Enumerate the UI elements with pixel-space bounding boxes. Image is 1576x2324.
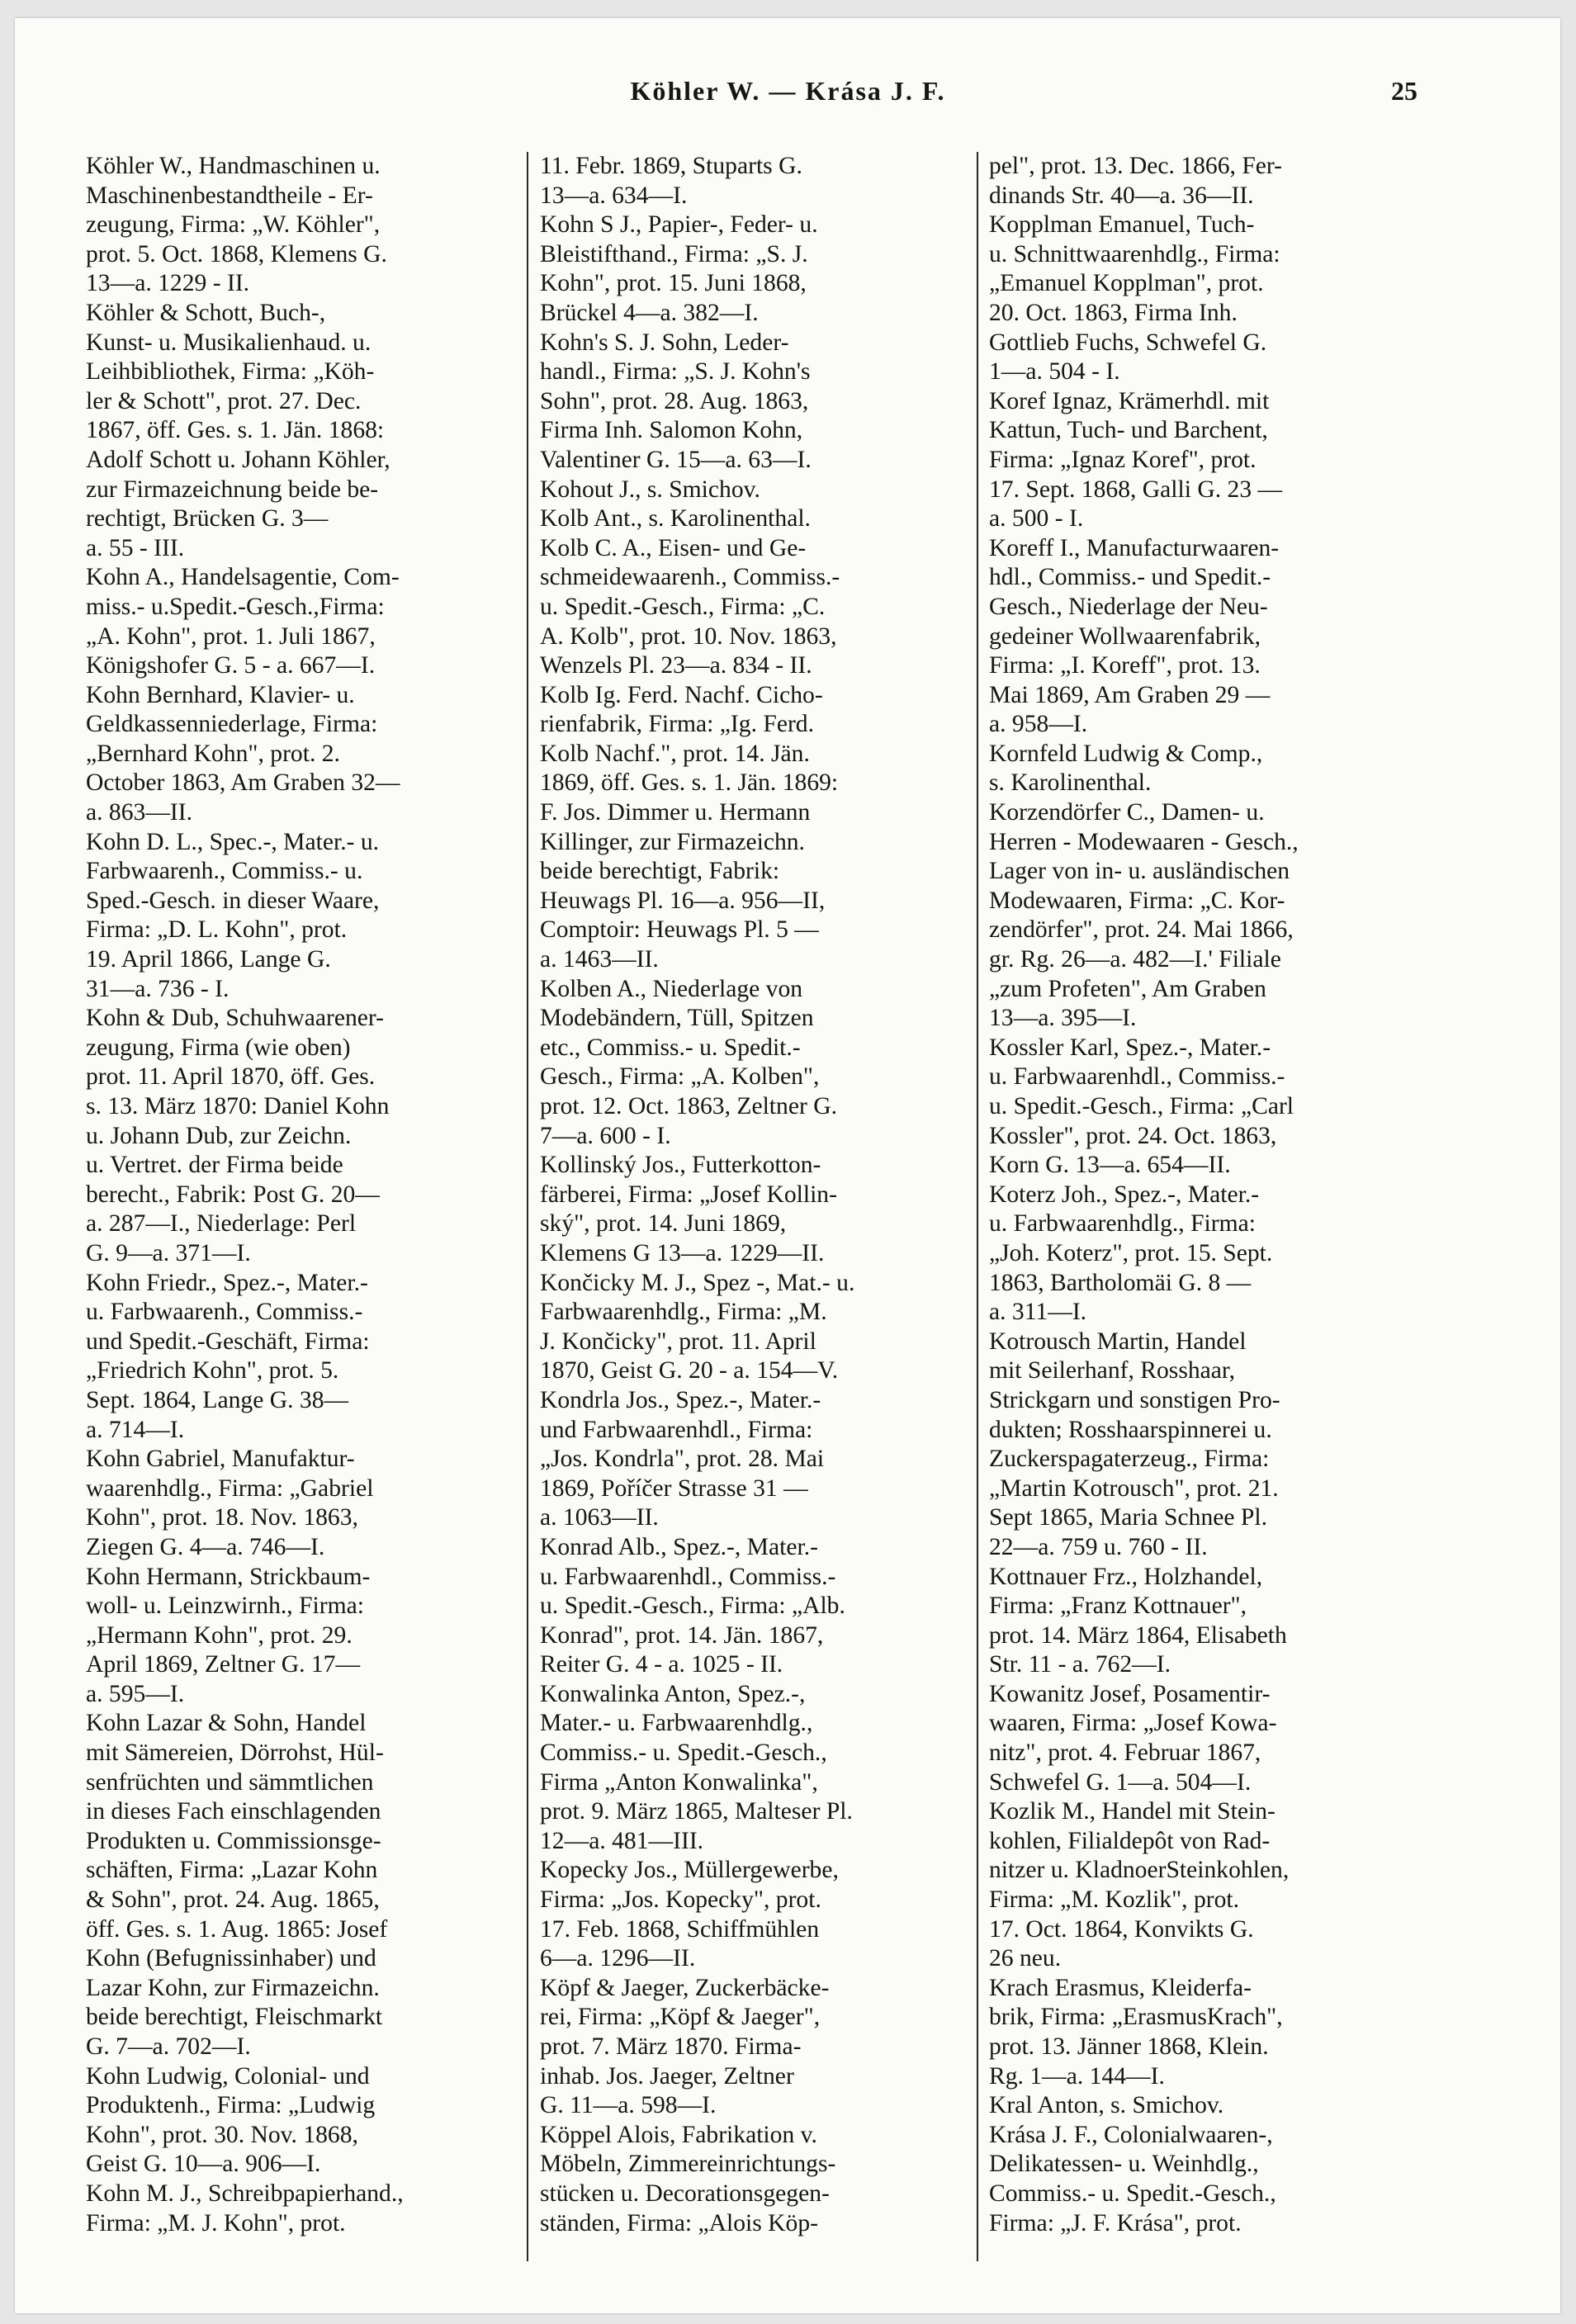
entry-line: prot. 5. Oct. 1868, Klemens G. <box>86 240 387 267</box>
entry-line: Lager von in- u. ausländischen <box>989 858 1290 885</box>
entry-line: beide berechtigt, Fabrik: <box>540 858 780 885</box>
entry-line: beide berechtigt, Fleischmarkt <box>86 2004 383 2031</box>
entry-line: G. 11—a. 598—I. <box>540 2092 717 2119</box>
entry-line: u. Spedit.-Gesch., Firma: „Alb. <box>540 1593 845 1620</box>
entry-line: Commiss.- u. Spedit.-Gesch., <box>540 1739 827 1767</box>
entry-line: Krása J. F., Colonialwaaren-, <box>989 2121 1273 2148</box>
entry-line: Kolb C. A., Eisen- und Ge- <box>540 534 807 561</box>
entry-line: Modewaaren, Firma: „C. Kor- <box>989 887 1285 914</box>
entry-line: Möbeln, Zimmereinrichtungs- <box>540 2151 836 2178</box>
entry-line: a. 595—I. <box>86 1680 185 1707</box>
entry-line: Herren - Modewaaren - Gesch., <box>989 828 1299 855</box>
entry-line: Wenzels Pl. 23—a. 834 - II. <box>540 652 812 679</box>
entry-line: gr. Rg. 26—a. 482—I.' Filiale <box>989 946 1281 973</box>
entry-line: Adolf Schott u. Johann Köhler, <box>86 446 390 473</box>
entry-line: dinands Str. 40—a. 36—II. <box>989 182 1254 209</box>
entry-line: Produktenh., Firma: „Ludwig <box>86 2092 376 2119</box>
entry-line: prot. 13. Jänner 1868, Klein. <box>989 2033 1269 2060</box>
entry-line: Mater.- u. Farbwaarenhdlg., <box>540 1710 813 1737</box>
entry-line: Sped.-Gesch. in dieser Waare, <box>86 887 380 914</box>
entry-line: Kohn A., Handelsagentie, Com- <box>86 564 400 591</box>
entry-line: prot. 12. Oct. 1863, Zeltner G. <box>540 1093 837 1119</box>
entry-line: inhab. Jos. Jaeger, Zeltner <box>540 2062 794 2090</box>
entry-line: prot. 7. März 1870. Firma- <box>540 2033 802 2060</box>
entry-line: Korn G. 13—a. 654—II. <box>989 1152 1231 1179</box>
entry-line: Gesch., Firma: „A. Kolben", <box>540 1063 820 1091</box>
entry-line: Firma: „M. J. Kohn", prot. <box>86 2209 346 2236</box>
entry-line: u. Spedit.-Gesch., Firma: „C. <box>540 593 826 620</box>
entry-line: Firma: „Franz Kottnauer", <box>989 1593 1247 1620</box>
column-1 <box>86 152 512 2238</box>
entry-line: Kohn's S. J. Sohn, Leder- <box>540 329 789 356</box>
entry-line: rechtigt, Brücken G. 3— <box>86 505 329 532</box>
entry-line: October 1863, Am Graben 32— <box>86 769 400 797</box>
entry-line: zeugung, Firma (wie oben) <box>86 1034 351 1061</box>
entry-line: „A. Kohn", prot. 1. Juli 1867, <box>86 622 376 650</box>
entry-line: Delikatessen- u. Weinhdlg., <box>989 2151 1259 2178</box>
entry-line: Kral Anton, s. Smichov. <box>989 2092 1224 2119</box>
entry-line: Kolb Nachf.", prot. 14. Jän. <box>540 740 810 767</box>
entry-line: waaren, Firma: „Josef Kowa- <box>989 1710 1277 1737</box>
entry-line: 31—a. 736 - I. <box>86 975 230 1002</box>
entry-line: öff. Ges. s. 1. Aug. 1865: Josef <box>86 1915 388 1943</box>
entry-line: Gesch., Niederlage der Neu- <box>989 593 1268 620</box>
entry-line: „zum Profeten", Am Graben <box>989 975 1266 1002</box>
entry-line: woll- u. Leinzwirnh., Firma: <box>86 1593 364 1620</box>
entry-line: G. 7—a. 702—I. <box>86 2033 251 2060</box>
entry-line: 1870, Geist G. 20 - a. 154—V. <box>540 1357 839 1384</box>
entry-line: „Jos. Kondrla", prot. 28. Mai <box>540 1446 825 1473</box>
column-rule-2 <box>977 152 978 2261</box>
entry-line: 13—a. 634—I. <box>540 182 688 209</box>
entry-line: Kottnauer Frz., Holzhandel, <box>989 1563 1263 1590</box>
entry-line: Köpf & Jaeger, Zuckerbäcke- <box>540 1974 830 2001</box>
entry-line: Koreff I., Manufacturwaaren- <box>989 534 1280 561</box>
entry-line: u. Farbwaarenhdlg., Firma: <box>989 1210 1256 1238</box>
entry-line: Kohn Lazar & Sohn, Handel <box>86 1710 367 1737</box>
entry-line: Produkten u. Commissionsge- <box>86 1827 381 1854</box>
entry-line: 26 neu. <box>989 1945 1062 1972</box>
entry-line: 20. Oct. 1863, Firma Inh. <box>989 299 1238 326</box>
entry-line: Killinger, zur Firmazeichn. <box>540 828 805 855</box>
entry-line: Bleistifthand., Firma: „S. J. <box>540 240 808 267</box>
entry-line: a. 714—I. <box>86 1416 185 1443</box>
entry-line: 13—a. 395—I. <box>989 1005 1137 1032</box>
entry-line: u. Vertret. der Firma beide <box>86 1152 343 1179</box>
entry-line: Geist G. 10—a. 906—I. <box>86 2151 321 2178</box>
page-number: 25 <box>1391 76 1417 106</box>
entry-line: handl., Firma: „S. J. Kohn's <box>540 358 811 386</box>
entry-line: Brückel 4—a. 382—I. <box>540 299 759 326</box>
entry-line: Kondrla Jos., Spez.-, Mater.- <box>540 1386 821 1413</box>
entry-line: Kohn & Dub, Schuhwaarener- <box>86 1005 385 1032</box>
entry-line: rei, Firma: „Köpf & Jaeger", <box>540 2004 821 2031</box>
entry-line: Köppel Alois, Fabrikation v. <box>540 2121 817 2148</box>
entry-line: Ziegen G. 4—a. 746—I. <box>86 1533 325 1560</box>
running-head: Köhler W. — Krása J. F. <box>630 76 946 106</box>
entry-line: Kohn Gabriel, Manufaktur- <box>86 1446 355 1473</box>
entry-line: waarenhdlg., Firma: „Gabriel <box>86 1474 374 1502</box>
entry-line: u. Farbwaarenh., Commiss.- <box>86 1299 363 1326</box>
entry-line: Leihbibliothek, Firma: „Köh- <box>86 358 375 386</box>
entry-line: miss.- u.Spedit.-Gesch.,Firma: <box>86 593 385 620</box>
entry-line: Kattun, Tuch- und Barchent, <box>989 417 1268 444</box>
entry-line: zur Firmazeichnung beide be- <box>86 476 379 503</box>
entry-line: 7—a. 600 - I. <box>540 1122 671 1149</box>
entry-line: Königshofer G. 5 - a. 667—I. <box>86 652 376 679</box>
entry-line: rienfabrik, Firma: „Ig. Ferd. <box>540 711 815 738</box>
entry-line: 22—a. 759 u. 760 - II. <box>989 1533 1208 1560</box>
entry-line: Kohout J., s. Smichov. <box>540 476 760 503</box>
entry-line: Kollinský Jos., Futterkotton- <box>540 1152 821 1179</box>
entry-line: Kossler Karl, Spez.-, Mater.- <box>989 1034 1271 1061</box>
entry-line: Rg. 1—a. 144—I. <box>989 2062 1165 2090</box>
entry-line: Gottlieb Fuchs, Schwefel G. <box>989 329 1267 356</box>
entry-line: zeugung, Firma: „W. Köhler", <box>86 211 381 239</box>
entry-line: „Joh. Koterz", prot. 15. Sept. <box>989 1239 1273 1266</box>
entry-line: Kohn S J., Papier-, Feder- u. <box>540 211 818 239</box>
entry-line: Kohn", prot. 30. Nov. 1868, <box>86 2121 358 2148</box>
entry-line: u. Spedit.-Gesch., Firma: „Carl <box>989 1093 1294 1119</box>
entry-line: Korzendörfer C., Damen- u. <box>989 799 1265 826</box>
entry-line: färberei, Firma: „Josef Kollin- <box>540 1181 837 1208</box>
entry-line: Kornfeld Ludwig & Comp., <box>989 740 1263 767</box>
entry-line: Maschinenbestandtheile - Er- <box>86 182 373 209</box>
entry-line: 17. Feb. 1868, Schiffmühlen <box>540 1915 820 1943</box>
entry-line: Firma: „Ignaz Koref", prot. <box>989 446 1257 473</box>
entry-line: a. 287—I., Niederlage: Perl <box>86 1210 357 1238</box>
entry-line: pel", prot. 13. Dec. 1866, Fer- <box>989 153 1283 179</box>
entry-line: Kopecky Jos., Müllergewerbe, <box>540 1857 839 1884</box>
entry-line: Koterz Joh., Spez.-, Mater.- <box>989 1181 1260 1208</box>
entry-line: 1—a. 504 - I. <box>989 358 1120 386</box>
entry-line: Firma „Anton Konwalinka", <box>540 1768 818 1796</box>
entry-line: ständen, Firma: „Alois Köp- <box>540 2209 818 2236</box>
entry-line: Kolb Ant., s. Karolinenthal. <box>540 505 811 532</box>
entry-line: Comptoir: Heuwags Pl. 5 — <box>540 916 819 944</box>
entry-line: stücken u. Decorationsgegen- <box>540 2180 830 2207</box>
entry-line: Kohn D. L., Spec.-, Mater.- u. <box>86 828 380 855</box>
entry-line: Farbwaarenhdlg., Firma: „M. <box>540 1299 827 1326</box>
entry-line: A. Kolb", prot. 10. Nov. 1863, <box>540 622 837 650</box>
entry-line: u. Farbwaarenhdl., Commiss.- <box>989 1063 1285 1091</box>
entry-line: Firma: „Jos. Kopecky", prot. <box>540 1886 821 1914</box>
entry-line: 1869, öff. Ges. s. 1. Jän. 1869: <box>540 769 839 797</box>
entry-line: Firma Inh. Salomon Kohn, <box>540 417 803 444</box>
entry-line: 6—a. 1296—II. <box>540 1945 696 1972</box>
entry-line: Köhler & Schott, Buch-, <box>86 299 326 326</box>
entry-line: zendörfer", prot. 24. Mai 1866, <box>989 916 1294 944</box>
entry-line: Sept 1865, Maria Schnee Pl. <box>989 1504 1267 1531</box>
entry-line: a. 1463—II. <box>540 946 659 973</box>
entry-line: schmeidewaarenh., Commiss.- <box>540 564 840 591</box>
entry-line: Kohn Ludwig, Colonial- und <box>86 2062 370 2090</box>
entry-line: Farbwaarenh., Commiss.- u. <box>86 858 363 885</box>
entry-line: Valentiner G. 15—a. 63—I. <box>540 446 812 473</box>
entry-line: 13—a. 1229 - II. <box>86 270 250 297</box>
entry-line: a. 1063—II. <box>540 1504 659 1531</box>
entry-line: Sohn", prot. 28. Aug. 1863, <box>540 387 809 414</box>
entry-line: Krach Erasmus, Kleiderfa- <box>989 1974 1252 2001</box>
entry-line: & Sohn", prot. 24. Aug. 1865, <box>86 1886 380 1914</box>
entry-line: Kossler", prot. 24. Oct. 1863, <box>989 1122 1277 1149</box>
entry-line: senfrüchten und sämmtlichen <box>86 1768 374 1796</box>
entry-line: etc., Commiss.- u. Spedit.- <box>540 1034 801 1061</box>
entry-line: prot. 11. April 1870, öff. Ges. <box>86 1063 376 1091</box>
entry-line: Kohn", prot. 15. Juni 1868, <box>540 270 807 297</box>
entry-line: Kohn Bernhard, Klavier- u. <box>86 681 355 708</box>
entry-line: Lazar Kohn, zur Firmazeichn. <box>86 1974 380 2001</box>
column-rule-1 <box>527 152 528 2261</box>
entry-line: Konrad Alb., Spez.-, Mater.- <box>540 1533 818 1560</box>
entry-line: Kotrousch Martin, Handel <box>989 1328 1247 1355</box>
entry-line: F. Jos. Dimmer u. Hermann <box>540 799 811 826</box>
entry-line: April 1869, Zeltner G. 17— <box>86 1651 361 1678</box>
entry-line: kohlen, Filialdepôt von Rad- <box>989 1827 1271 1854</box>
entry-line: „Friedrich Kohn", prot. 5. <box>86 1357 339 1384</box>
entry-line: Firma: „M. Kozlik", prot. <box>989 1886 1240 1914</box>
entry-line: gedeiner Wollwaarenfabrik, <box>989 622 1261 650</box>
entry-line: hdl., Commiss.- und Spedit.- <box>989 564 1271 591</box>
entry-line: Sept. 1864, Lange G. 38— <box>86 1386 349 1413</box>
entry-line: mit Sämereien, Dörrohst, Hül- <box>86 1739 384 1767</box>
entry-line: 1863, Bartholomäi G. 8 — <box>989 1269 1252 1296</box>
entry-line: u. Farbwaarenhdl., Commiss.- <box>540 1563 836 1590</box>
entry-line: Geldkassenniederlage, Firma: <box>86 711 378 738</box>
entry-line: 17. Sept. 1868, Galli G. 23 — <box>989 476 1283 503</box>
entry-line: 19. April 1866, Lange G. <box>86 946 331 973</box>
entry-line: Kopplman Emanuel, Tuch- <box>989 211 1255 239</box>
entry-line: Kolb Ig. Ferd. Nachf. Cicho- <box>540 681 823 708</box>
entry-line: Schwefel G. 1—a. 504—I. <box>989 1768 1252 1796</box>
entry-line: Köhler W., Handmaschinen u. <box>86 153 381 179</box>
entry-line: Kohn Friedr., Spez.-, Mater.- <box>86 1269 368 1296</box>
entry-line: „Emanuel Kopplman", prot. <box>989 270 1264 297</box>
entry-line: Končicky M. J., Spez -, Mat.- u. <box>540 1269 855 1296</box>
entry-line: ler & Schott", prot. 27. Dec. <box>86 387 362 414</box>
entry-line: Kunst- u. Musikalienhaud. u. <box>86 329 372 356</box>
entry-line: Kohn Hermann, Strickbaum- <box>86 1563 371 1590</box>
entry-line: a. 55 - III. <box>86 534 185 561</box>
entry-line: u. Schnittwaarenhdlg., Firma: <box>989 240 1280 267</box>
entry-line: brik, Firma: „ErasmusKrach", <box>989 2004 1283 2031</box>
entry-line: Kohn M. J., Schreibpapierhand., <box>86 2180 404 2207</box>
entry-line: Klemens G 13—a. 1229—II. <box>540 1239 825 1266</box>
entry-line: a. 311—I. <box>989 1299 1087 1326</box>
entry-line: Modebändern, Tüll, Spitzen <box>540 1005 814 1032</box>
entry-line: „Bernhard Kohn", prot. 2. <box>86 740 340 767</box>
entry-line: nitzer u. KladnoerSteinkohlen, <box>989 1857 1290 1884</box>
entry-line: Heuwags Pl. 16—a. 956—II, <box>540 887 826 914</box>
column-2 <box>540 152 966 2238</box>
entry-line: und Farbwaarenhdl., Firma: <box>540 1416 813 1443</box>
entry-line: „Hermann Kohn", prot. 29. <box>86 1621 353 1649</box>
entry-line: ský", prot. 14. Juni 1869, <box>540 1210 787 1238</box>
entry-line: dukten; Rosshaarspinnerei u. <box>989 1416 1272 1443</box>
entry-line: prot. 14. März 1864, Elisabeth <box>989 1621 1287 1649</box>
entry-line: nitz", prot. 4. Februar 1867, <box>989 1739 1261 1767</box>
entry-line: Firma: „D. L. Kohn", prot. <box>86 916 348 944</box>
entry-line: Firma: „J. F. Krása", prot. <box>989 2209 1242 2236</box>
entry-line: u. Johann Dub, zur Zeichn. <box>86 1122 352 1149</box>
entry-line: in dieses Fach einschlagenden <box>86 1798 381 1825</box>
entry-line: a. 863—II. <box>86 799 193 826</box>
column-3 <box>989 152 1415 2238</box>
entry-line: a. 958—I. <box>989 711 1088 738</box>
entry-line: Koref Ignaz, Krämerhdl. mit <box>989 387 1270 414</box>
entry-line: „Martin Kotrousch", prot. 21. <box>989 1474 1279 1502</box>
entry-line: Kolben A., Niederlage von <box>540 975 803 1002</box>
entry-line: Kohn", prot. 18. Nov. 1863, <box>86 1504 358 1531</box>
entry-line: und Spedit.-Geschäft, Firma: <box>86 1328 370 1355</box>
entry-line: J. Končicky", prot. 11. April <box>540 1328 816 1355</box>
entry-line: Kohn (Befugnissinhaber) und <box>86 1945 376 1972</box>
entry-line: berecht., Fabrik: Post G. 20— <box>86 1181 380 1208</box>
entry-line: Konrad", prot. 14. Jän. 1867, <box>540 1621 824 1649</box>
entry-line: a. 500 - I. <box>989 505 1084 532</box>
entry-line: G. 9—a. 371—I. <box>86 1239 251 1266</box>
entry-line: prot. 9. März 1865, Malteser Pl. <box>540 1798 853 1825</box>
entry-line: Mai 1869, Am Graben 29 — <box>989 681 1271 708</box>
entry-line: schäften, Firma: „Lazar Kohn <box>86 1857 378 1884</box>
entry-line: Firma: „I. Koreff", prot. 13. <box>989 652 1261 679</box>
entry-line: Zuckerspagaterzeug., Firma: <box>989 1446 1270 1473</box>
entry-line: 17. Oct. 1864, Konvikts G. <box>989 1915 1254 1943</box>
entry-line: Commiss.- u. Spedit.-Gesch., <box>989 2180 1276 2207</box>
entry-line: 1869, Poříčer Strasse 31 — <box>540 1474 808 1502</box>
entry-line: s. 13. März 1870: Daniel Kohn <box>86 1093 390 1119</box>
entry-line: Konwalinka Anton, Spez.-, <box>540 1680 806 1707</box>
entry-line: Str. 11 - a. 762—I. <box>989 1651 1171 1678</box>
entry-line: Strickgarn und sonstigen Pro- <box>989 1386 1280 1413</box>
entry-line: Reiter G. 4 - a. 1025 - II. <box>540 1651 783 1678</box>
entry-line: mit Seilerhanf, Rosshaar, <box>989 1357 1235 1384</box>
entry-line: 1867, öff. Ges. s. 1. Jän. 1868: <box>86 417 385 444</box>
entry-line: 11. Febr. 1869, Stuparts G. <box>540 153 802 179</box>
entry-line: Kozlik M., Handel mit Stein- <box>989 1798 1275 1825</box>
entry-line: Kowanitz Josef, Posamentir- <box>989 1680 1271 1707</box>
entry-line: s. Karolinenthal. <box>989 769 1152 797</box>
entry-line: 12—a. 481—III. <box>540 1827 704 1854</box>
